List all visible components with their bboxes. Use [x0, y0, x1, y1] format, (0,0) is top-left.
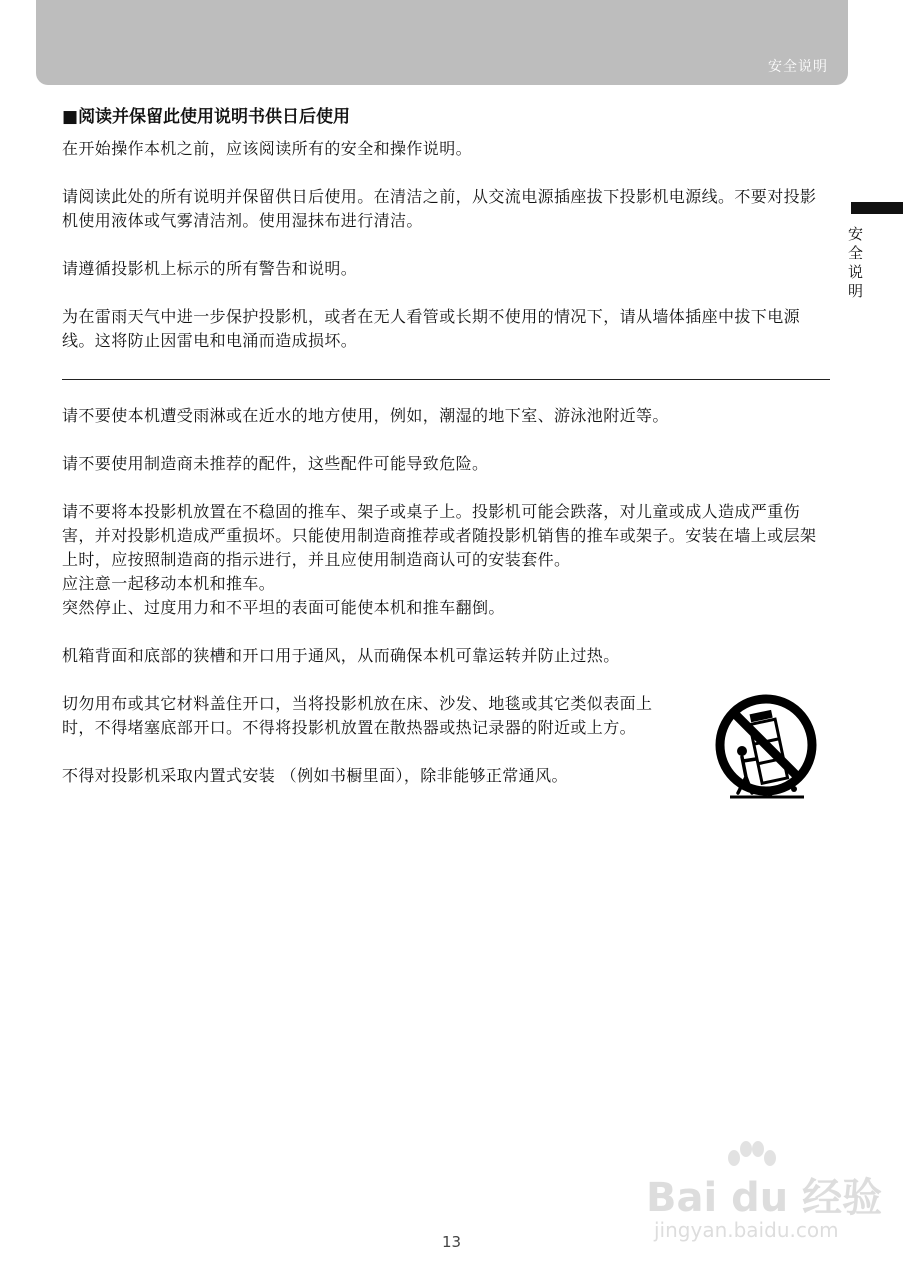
side-tab-marker	[851, 202, 903, 214]
paragraph: 请不要将本投影机放置在不稳固的推车、架子或桌子上。投影机可能会跌落，对儿童或成人造成严重伤害，并对投影机造成严重损坏。只能使用制造商推荐或者随投影机销售的推车或架子。安装在墙上或层架上时，应按照制造商的指示进行，并且应使用制造商认可的安装套件。	[62, 502, 817, 569]
heading-square-bullet: ■	[62, 107, 79, 127]
header-section-label: 安全说明	[768, 59, 828, 75]
paragraph: 突然停止、过度用力和不平坦的表面可能使本机和推车翻倒。	[62, 598, 505, 617]
paragraph: 请不要使本机遭受雨淋或在近水的地方使用，例如，潮湿的地下室、游泳池附近等。	[62, 406, 669, 425]
side-tab-label: 安全说明	[846, 226, 864, 302]
paragraph: 在开始操作本机之前，应该阅读所有的安全和操作说明。	[62, 139, 473, 158]
paragraph: 为在雷雨天气中进一步保护投影机，或者在无人看管或长期不使用的情况下，请从墙体插座中拔下电源线。这将防止因雷电和电涌而造成损坏。	[62, 307, 801, 350]
section-divider	[62, 379, 830, 380]
paragraph: 应注意一起移动本机和推车。	[62, 574, 276, 593]
paragraph: 机箱背面和底部的狭槽和开口用于通风，从而确保本机可靠运转并防止过热。	[62, 646, 620, 665]
paragraph: 切勿用布或其它材料盖住开口，当将投影机放在床、沙发、地毯或其它类似表面上时，不得堵塞底部开口。不得将投影机放置在散热器或热记录器的附近或上方。	[62, 694, 653, 737]
page-number: 13	[441, 1233, 462, 1251]
paragraph: 不得对投影机采取内置式安装 （例如书橱里面），除非能够正常通风。	[62, 766, 568, 785]
paragraph: 请遵循投影机上标示的所有警告和说明。	[62, 259, 358, 278]
watermark-url: jingyan.baidu.com	[654, 1218, 839, 1242]
paragraph: 请不要使用制造商未推荐的配件，这些配件可能导致危险。	[62, 454, 489, 473]
no-cart-tip-over-icon	[708, 693, 824, 809]
watermark-main-text: Bai du 经验	[646, 1175, 883, 1221]
header-bar	[36, 0, 848, 85]
section-heading	[62, 105, 830, 129]
section-heading-text: 阅读并保留此使用说明书供日后使用	[78, 107, 351, 127]
paragraph: 请阅读此处的所有说明并保留供日后使用。在清洁之前，从交流电源插座拔下投影机电源线。不要对投影机使用液体或气雾清洁剂。使用湿抹布进行清洁。	[62, 187, 817, 230]
